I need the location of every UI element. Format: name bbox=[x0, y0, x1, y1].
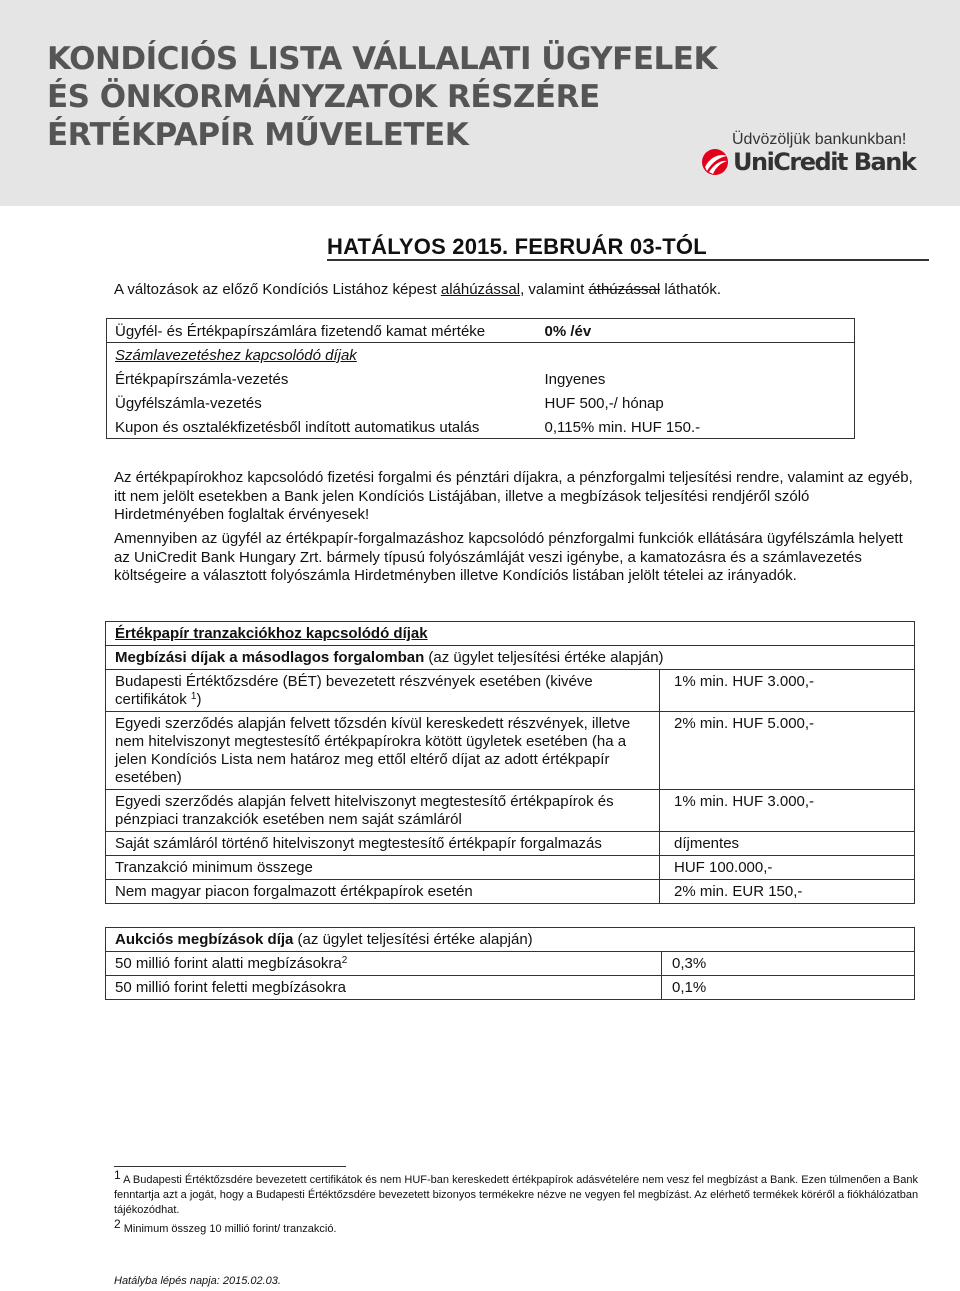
table-row bbox=[106, 712, 915, 790]
row-value: HUF 100.000,- bbox=[660, 856, 915, 880]
row-value: 2% min. HUF 5.000,- bbox=[660, 712, 915, 790]
changes-note: A változások az előző Kondíciós Listához képest aláhúzással, valamint áthúzással láthatók. bbox=[114, 281, 722, 298]
row-label: Egyedi szerződés alapján felvett tőzsdén kívül kereskedett részvények, illetve nem hitelviszonyt megtestesítő értékpapírokra kötött ügyletek esetében (ha a jelen Kondíciós Lista nem határoz meg ettől eltérő díjat az adott értékpapír esetében) bbox=[106, 712, 660, 790]
row-label: Egyedi szerződés alapján felvett hitelviszonyt megtestesítő értékpapírok és pénzpiaci tranzakciók esetében nem saját számláról bbox=[106, 790, 660, 832]
transaction-fees-table bbox=[105, 621, 915, 904]
row-label: 50 millió forint alatti megbízásokra$^2$ bbox=[106, 952, 662, 976]
table-row bbox=[106, 790, 915, 832]
section-label: Számlavezetéshez kapcsolódó díjak bbox=[115, 347, 357, 364]
row-value: 0,115% min. HUF 150.- bbox=[544, 418, 701, 436]
row-value: díjmentes bbox=[660, 832, 915, 856]
row-value: 2% min. EUR 150,- bbox=[660, 880, 915, 904]
table-row bbox=[106, 928, 915, 952]
row-label: 50 millió forint feletti megbízásokra bbox=[106, 976, 662, 1000]
row-label: Kupon és osztalékfizetésből indított automatikus utalás bbox=[115, 418, 480, 436]
heading-divider bbox=[327, 259, 929, 261]
table-row bbox=[106, 670, 915, 712]
footnote-divider bbox=[114, 1166, 346, 1167]
table-row bbox=[106, 952, 915, 976]
auction-fees-table bbox=[105, 927, 915, 1000]
row-value: HUF 500,-/ hónap bbox=[544, 394, 664, 412]
table-title: Értékpapír tranzakciókhoz kapcsolódó díjak bbox=[106, 622, 915, 646]
row-label: Ügyfélszámla-vezetés bbox=[115, 394, 262, 412]
footnote-1: $^1$ A Budapesti Értéktőzsdére bevezetett certifikátok és nem HUF-ban kereskedett értékpapírok adásvételére nem vesz fel megbízást a Bank. Ezen túlmenően a Bank fenntartja azt a jogát, hogy a Budapesti Értéktőzsdére bevezetett bizonyos termékekre nézve ne vegyen fel megbízást. Az elérhető termékek köréről a fiókhálózatban tájékozódhat. bbox=[114, 1168, 919, 1216]
table-row bbox=[106, 832, 915, 856]
document-title-line-1: KONDÍCIÓS LISTA VÁLLALATI ÜGYFELEK bbox=[47, 41, 717, 77]
row-value: 1% min. HUF 3.000,- bbox=[660, 790, 915, 832]
table-row bbox=[107, 343, 855, 367]
table-row bbox=[106, 646, 915, 670]
table-row bbox=[107, 415, 855, 439]
table-row bbox=[107, 319, 855, 343]
row-label: Budapesti Értéktőzsdére (BÉT) bevezetett részvények esetében (kivéve certifikátok $^1$) bbox=[106, 670, 660, 712]
unicredit-logo bbox=[700, 147, 915, 177]
row-value: Ingyenes bbox=[544, 370, 606, 388]
row-value: 1% min. HUF 3.000,- bbox=[660, 670, 915, 712]
row-value: 0,1% bbox=[662, 976, 915, 1000]
table-row bbox=[106, 880, 915, 904]
footnote-2: $^2$ Minimum összeg 10 millió forint/ tranzakció. bbox=[114, 1217, 337, 1235]
row-label: Saját számláról történő hitelviszonyt megtestesítő értékpapír forgalmazás bbox=[106, 832, 660, 856]
account-fees-table bbox=[106, 318, 855, 439]
header-banner bbox=[0, 0, 960, 206]
welcome-text: Üdvözöljük bankunkban! bbox=[732, 131, 907, 148]
effective-date: Hatályba lépés napja: 2015.02.03. bbox=[114, 1275, 281, 1287]
unicredit-logo-icon bbox=[700, 147, 730, 177]
paragraph-payment-terms: Az értékpapírokhoz kapcsolódó fizetési forgalmi és pénztári díjakra, a pénzforgalmi teljesítési rendre, valamint az egyéb, itt nem jelölt esetekben a Bank jelen Kondíciós Listájában, illetve a megbízások teljesítési rendjéről szóló Hirdetményében foglaltak érvényesek! bbox=[114, 469, 913, 523]
row-label: Tranzakció minimum összege bbox=[106, 856, 660, 880]
row-value: 0% /év bbox=[531, 319, 855, 343]
brand-name: UniCredit Bank bbox=[733, 148, 916, 176]
row-value: 0,3% bbox=[662, 952, 915, 976]
row-label: Értékpapírszámla-vezetés bbox=[115, 370, 289, 388]
effective-heading: HATÁLYOS 2015. FEBRUÁR 03-TÓL bbox=[327, 234, 707, 259]
table-title: Aukciós megbízások díja (az ügylet teljesítési értéke alapján) bbox=[106, 928, 915, 952]
table-subtitle: Megbízási díjak a másodlagos forgalomban (az ügylet teljesítési értéke alapján) bbox=[106, 646, 915, 670]
paragraph-current-account: Amennyiben az ügyfél az értékpapír-forgalmazáshoz kapcsolódó pénzforgalmi funkciók ellátására ügyfélszámla helyett az UniCredit Bank Hungary Zrt. bármely típusú folyószámláját veszi igénybe, a kamatozásra és a számlavezetés költségeire a választott folyószámla Hirdetményben illetve Kondíciós listában jelölt tételei az irányadók. bbox=[114, 530, 903, 584]
table-row bbox=[106, 856, 915, 880]
document-title-line-2: ÉS ÖNKORMÁNYZATOK RÉSZÉRE bbox=[47, 79, 600, 115]
table-row bbox=[107, 367, 855, 391]
row-value bbox=[531, 343, 855, 367]
table-row bbox=[106, 976, 915, 1000]
row-label: Nem magyar piacon forgalmazott értékpapírok esetén bbox=[106, 880, 660, 904]
document-title-line-3: ÉRTÉKPAPÍR MŰVELETEK bbox=[47, 117, 469, 153]
row-label: Ügyfél- és Értékpapírszámlára fizetendő kamat mértéke bbox=[107, 319, 531, 343]
table-row bbox=[106, 622, 915, 646]
table-row bbox=[107, 391, 855, 415]
